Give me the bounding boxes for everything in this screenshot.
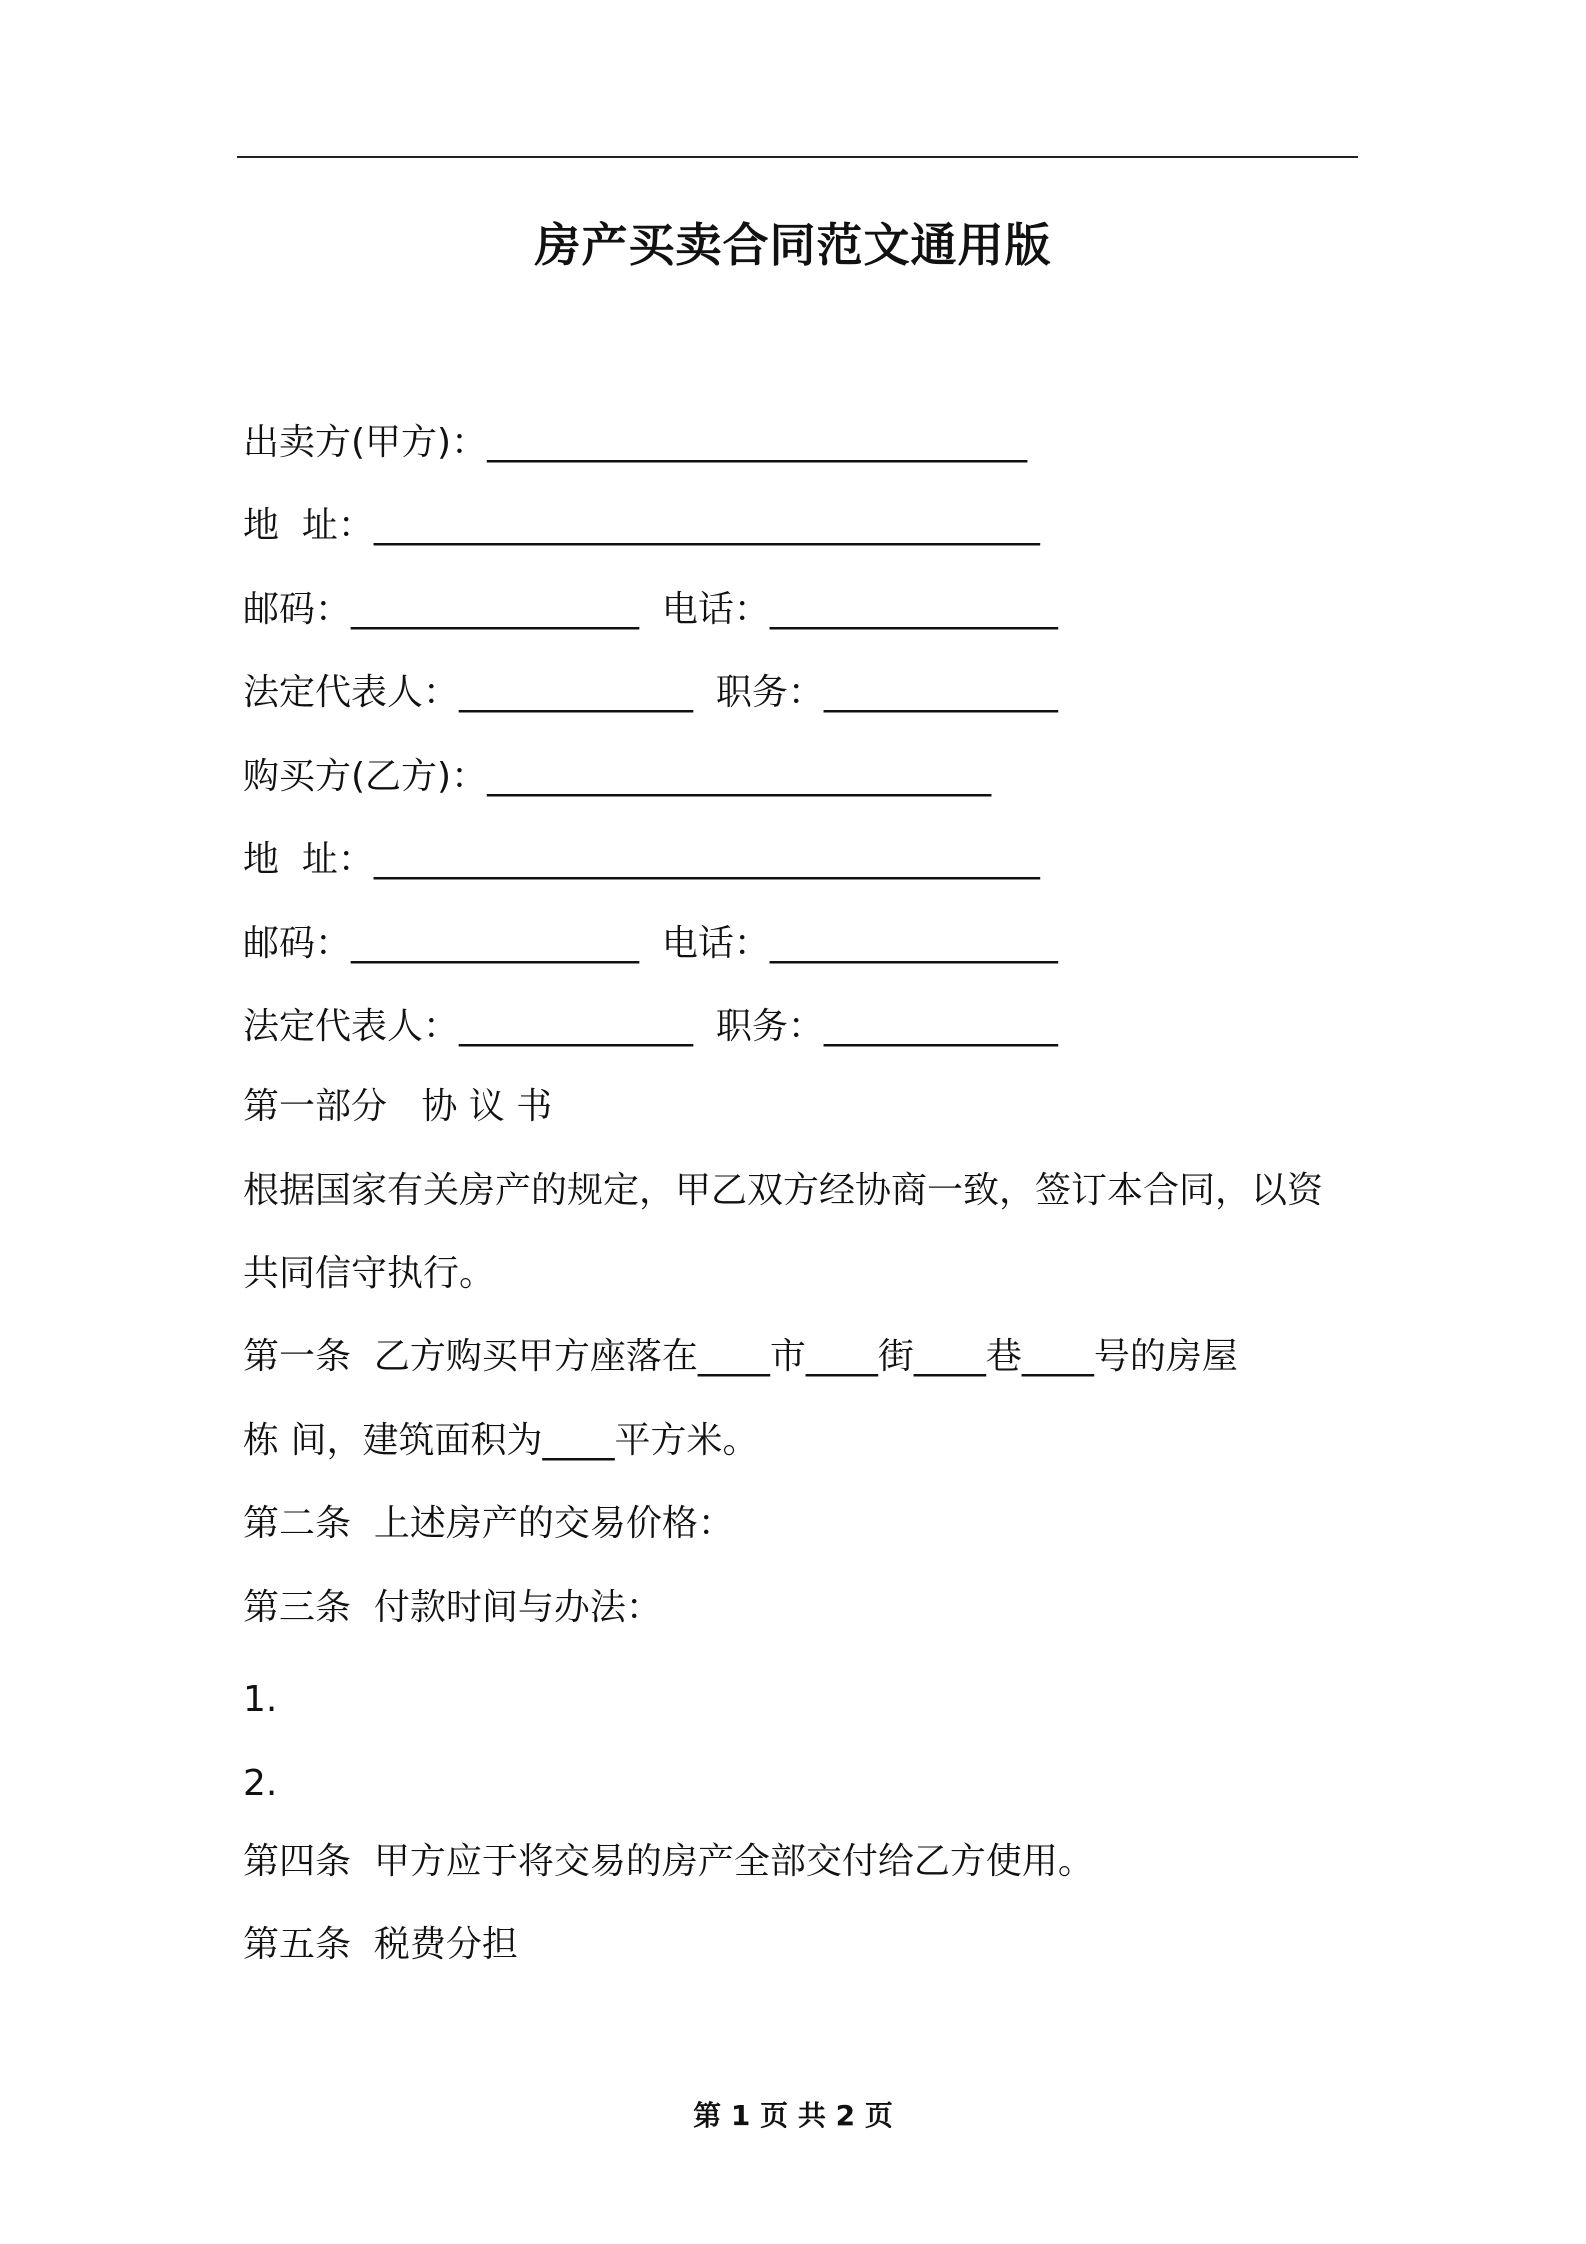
- document-title: 房产买卖合同范文通用版: [534, 218, 1052, 272]
- buyer-address-line: 地 址：_____________________________________: [243, 839, 1040, 880]
- article-four: 第四条 甲方应于将交易的房产全部交付给乙方使用。: [243, 1841, 1094, 1882]
- page-indicator: 第 1 页 共 2 页: [693, 2099, 893, 2132]
- section-heading-part-one: 第一部分 协 议 书: [243, 1086, 553, 1127]
- article-one: 第一条 乙方购买甲方座落在____市____街____巷____号的房屋: [243, 1336, 1238, 1377]
- article-one-continued: 栋 间，建筑面积为____平方米。: [243, 1420, 759, 1461]
- article-five: 第五条 税费分担: [243, 1924, 518, 1965]
- buyer-representative-line: 法定代表人：_____________ 职务：_____________: [243, 1006, 1058, 1047]
- seller-representative-line: 法定代表人：_____________ 职务：_____________: [243, 672, 1058, 713]
- paragraph-preamble-continued: 共同信守执行。: [243, 1253, 496, 1294]
- buyer-postcode-phone-line: 邮码：________________ 电话：________________: [243, 923, 1058, 964]
- list-item-2: 2.: [243, 1763, 278, 1804]
- seller-postcode-phone-line: 邮码：________________ 电话：________________: [243, 589, 1058, 630]
- header-rule: [237, 156, 1358, 158]
- paragraph-preamble: 根据国家有关房产的规定，甲乙双方经协商一致，签订本合同，以资: [243, 1170, 1324, 1211]
- seller-name-line: 出卖方(甲方)：______________________________: [243, 422, 1028, 463]
- article-three: 第三条 付款时间与办法：: [243, 1587, 662, 1628]
- list-item-1: 1.: [243, 1679, 278, 1720]
- seller-address-line: 地 址：_____________________________________: [243, 505, 1040, 546]
- article-two: 第二条 上述房产的交易价格：: [243, 1503, 734, 1544]
- buyer-name-line: 购买方(乙方)：____________________________: [243, 756, 992, 797]
